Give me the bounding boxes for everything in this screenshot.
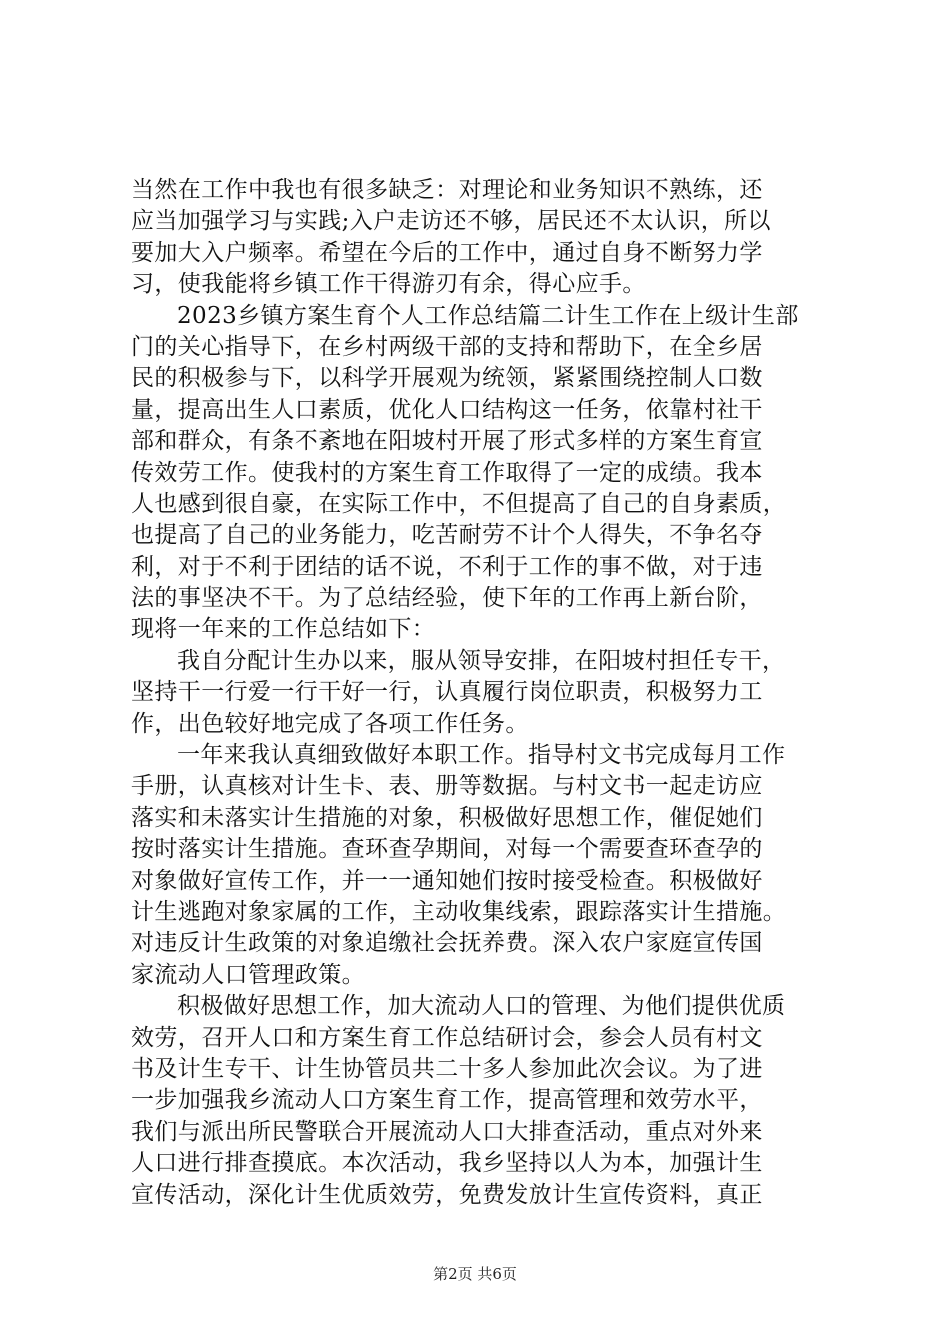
text-line: 部和群众，有条不紊地在阳坡村开展了形式多样的方案生育宣 — [131, 428, 763, 455]
text-line: 按时落实计生措施。查环查孕期间，对每一个需要查环查孕的 — [131, 836, 763, 863]
text-line: 人也感到很自豪，在实际工作中，不但提高了自己的自身素质， — [131, 490, 787, 517]
body-text — [131, 175, 821, 1211]
text-line: 人口进行排查摸底。本次活动，我乡坚持以人为本，加强计生 — [131, 1150, 763, 1177]
text-line: 手册，认真核对计生卡、表、册等数据。与村文书一起走访应 — [131, 773, 763, 800]
text-line: 现将一年来的工作总结如下： — [131, 616, 436, 643]
text-line: 落实和未落实计生措施的对象，积极做好思想工作，催促她们 — [131, 804, 763, 831]
text-line: 书及计生专干、计生协管员共二十多人参加此次会议。为了进 — [131, 1055, 763, 1082]
text-line: 作，出色较好地完成了各项工作任务。 — [131, 710, 529, 737]
text-line: 对象做好宣传工作，并一一通知她们按时接受检查。积极做好 — [131, 867, 763, 894]
paragraph-start-line: 我自分配计生办以来，服从领导安排，在阳坡村担任专干， — [177, 647, 786, 674]
text-line: 法的事坚决不干。为了总结经验，使下年的工作再上新台阶， — [131, 585, 763, 612]
text-line: 要加大入户频率。希望在今后的工作中，通过自身不断努力学 — [131, 239, 763, 266]
text-line: 利，对于不利于团结的话不说，不利于工作的事不做，对于违 — [131, 553, 763, 580]
text-line: 传效劳工作。使我村的方案生育工作取得了一定的成绩。我本 — [131, 459, 763, 486]
text-line: 宣传活动，深化计生优质效劳，免费发放计生宣传资料，真正 — [131, 1181, 763, 1208]
text-line: 效劳，召开人口和方案生育工作总结研讨会，参会人员有村文 — [131, 1024, 763, 1051]
text-line: 我们与派出所民警联合开展流动人口大排查活动，重点对外来 — [131, 1118, 763, 1145]
paragraph-start-line: 一年来我认真细致做好本职工作。指导村文书完成每月工作 — [177, 742, 786, 769]
text-line: 应当加强学习与实践;入户走访还不够，居民还不太认识，所以 — [131, 208, 771, 235]
text-line: 一步加强我乡流动人口方案生育工作，提高管理和效劳水平， — [131, 1087, 763, 1114]
text-line: 对违反计生政策的对象追缴社会抚养费。深入农户家庭宣传国 — [131, 930, 763, 957]
page-number-footer: 第2页 共6页 — [433, 1265, 517, 1283]
text-line: 计生逃跑对象家属的工作，主动收集线索，跟踪落实计生措施。 — [131, 898, 787, 925]
text-line: 家流动人口管理政策。 — [131, 961, 365, 988]
text-line: 民的积极参与下，以科学开展观为统领，紧紧围绕控制人口数 — [131, 365, 763, 392]
text-line: 习，使我能将乡镇工作干得游刃有余，得心应手。 — [131, 271, 646, 298]
paragraph-start-line: 积极做好思想工作，加大流动人口的管理、为他们提供优质 — [177, 993, 786, 1020]
text-line: 也提高了自己的业务能力，吃苦耐劳不计个人得失，不争名夺 — [131, 522, 763, 549]
paragraph-start-line: 2023乡镇方案生育个人工作总结篇二计生工作在上级计生部 — [177, 302, 799, 329]
text-line: 门的关心指导下，在乡村两级干部的支持和帮助下，在全乡居 — [131, 333, 763, 360]
text-line: 坚持干一行爱一行干好一行，认真履行岗位职责，积极努力工 — [131, 679, 763, 706]
text-line: 当然在工作中我也有很多缺乏：对理论和业务知识不熟练，还 — [131, 177, 763, 203]
text-line: 量，提高出生人口素质，优化人口结构这一任务，依靠村社干 — [131, 396, 763, 423]
